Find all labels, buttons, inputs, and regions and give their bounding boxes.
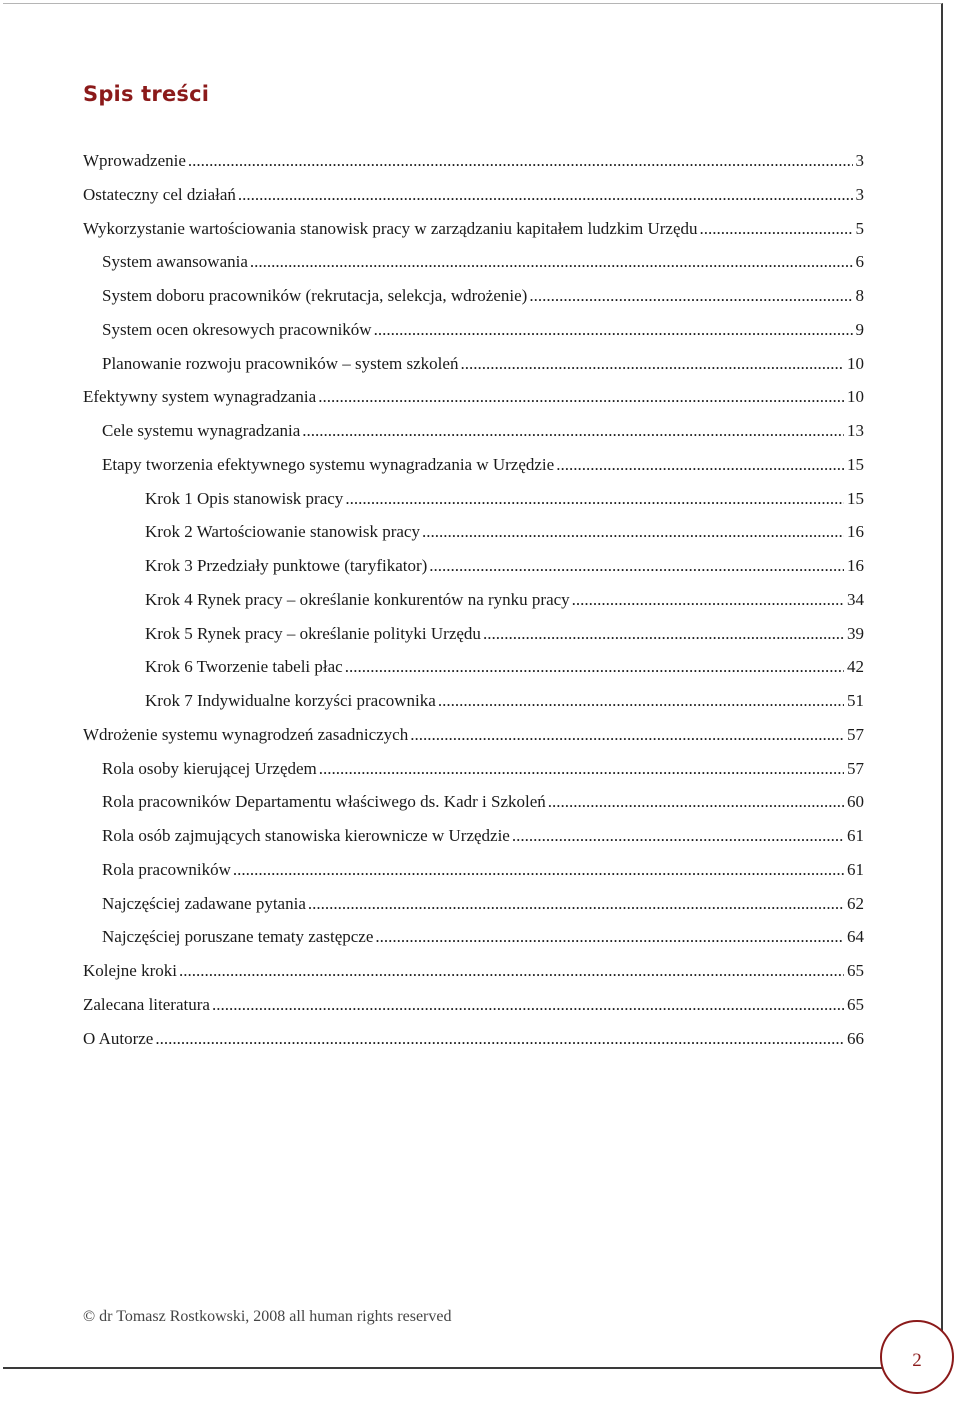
toc-entry-label: Krok 1 Opis stanowisk pracy [145,489,344,508]
toc-entry[interactable] [145,486,864,510]
toc-leader-dots [188,150,853,172]
toc-leader-dots [318,386,844,408]
toc-entry[interactable] [102,317,864,341]
toc-leader-dots [529,285,852,307]
toc-entry-label: Zalecana literatura [83,995,210,1014]
toc-leader-dots [410,724,844,746]
page-number-badge [880,1320,954,1394]
toc-entry-label: Wdrożenie systemu wynagrodzeń zasadniczych [83,725,409,744]
footer-copyright: © dr Tomasz Rostkowski, 2008 all human rights reserved [83,1308,452,1325]
toc-leader-dots [155,1028,844,1050]
toc-entry-page: 9 [855,320,864,339]
toc-entry[interactable] [102,249,864,273]
toc-leader-dots [422,521,844,543]
toc-entry-label: Krok 5 Rynek pracy – określanie polityki Urzędu [145,624,481,643]
toc-entry-page: 66 [847,1029,864,1048]
toc-entry[interactable] [145,688,864,712]
toc-leader-dots [556,454,844,476]
toc-entry[interactable] [102,351,864,375]
toc-entry[interactable] [145,654,864,678]
toc-leader-dots [572,589,844,611]
toc-entry-label: System ocen okresowych pracowników [102,320,372,339]
toc-entry-page: 61 [847,826,864,845]
toc-title: Spis treści [83,82,210,106]
toc-entry[interactable] [83,384,864,408]
toc-leader-dots [483,623,844,645]
toc-entry-page: 51 [847,691,864,710]
toc-entry-page: 3 [855,151,864,170]
toc-entry-label: Krok 3 Przedziały punktowe (taryfikator) [145,556,428,575]
toc-entry-label: Etapy tworzenia efektywnego systemu wynagradzania w Urzędzie [102,455,555,474]
toc-entry-page: 64 [847,927,864,946]
toc-entry-label: Najczęściej poruszane tematy zastępcze [102,927,374,946]
toc-entry-page: 65 [847,961,864,980]
toc-entry[interactable] [102,891,864,915]
toc-entry[interactable] [102,823,864,847]
toc-entry-label: Krok 7 Indywidualne korzyści pracownika [145,691,436,710]
toc-leader-dots [345,488,844,510]
page-border [3,3,943,1367]
toc-entry-page: 13 [847,421,864,440]
toc-entry[interactable] [83,148,864,172]
toc-entry-label: Rola osoby kierującej Urzędem [102,759,317,778]
toc-leader-dots [438,690,844,712]
toc-leader-dots [250,251,853,273]
toc-leader-dots [179,960,844,982]
toc-leader-dots [319,758,844,780]
toc-entry[interactable] [83,1026,864,1050]
toc-leader-dots [512,825,844,847]
toc-entry-page: 16 [847,556,864,575]
toc-entry-page: 10 [847,387,864,406]
toc-entry-page: 60 [847,792,864,811]
toc-entry[interactable] [145,587,864,611]
toc-entry-label: Rola pracowników Departamentu właściwego ds. Kadr i Szkoleń [102,792,546,811]
page-number: 2 [912,1350,922,1371]
toc-entry[interactable] [145,553,864,577]
toc-entry-page: 5 [855,219,864,238]
toc-entry-page: 15 [847,455,864,474]
toc-entry-page: 3 [855,185,864,204]
toc-leader-dots [548,791,844,813]
toc-leader-dots [238,184,853,206]
toc-entry[interactable] [83,216,864,240]
toc-leader-dots [308,893,844,915]
toc-entry[interactable] [145,519,864,543]
toc-entry-page: 65 [847,995,864,1014]
toc-leader-dots [429,555,844,577]
toc-entry-label: Kolejne kroki [83,961,177,980]
toc-entry[interactable] [145,621,864,645]
toc-entry-label: Wykorzystanie wartościowania stanowisk pracy w zarządzaniu kapitałem ludzkim Urzędu [83,219,698,238]
toc-entry-label: Efektywny system wynagradzania [83,387,317,406]
toc-entry-page: 8 [855,286,864,305]
toc-entry[interactable] [83,958,864,982]
toc-entry-label: Wprowadzenie [83,151,186,170]
toc-entry-page: 57 [847,759,864,778]
toc-entry[interactable] [102,857,864,881]
toc-entry[interactable] [102,789,864,813]
toc-entry-label: Cele systemu wynagradzania [102,421,301,440]
toc-entry-label: Najczęściej zadawane pytania [102,894,306,913]
toc-leader-dots [700,218,853,240]
toc-entry-label: Rola osób zajmujących stanowiska kierownicze w Urzędzie [102,826,510,845]
toc-entry-label: O Autorze [83,1029,154,1048]
toc-entry-page: 15 [847,489,864,508]
toc-entry-page: 61 [847,860,864,879]
toc-entry-page: 10 [847,354,864,373]
toc-entry[interactable] [102,452,864,476]
toc-leader-dots [302,420,844,442]
toc-entry-page: 57 [847,725,864,744]
toc-entry-page: 62 [847,894,864,913]
page-border-shadow [3,1367,943,1369]
toc-entry-label: Rola pracowników [102,860,231,879]
toc-entry[interactable] [102,283,864,307]
toc-entry-page: 16 [847,522,864,541]
toc-entry-page: 39 [847,624,864,643]
toc-entry[interactable] [102,418,864,442]
toc-leader-dots [375,926,844,948]
toc-entry-label: Krok 2 Wartościowanie stanowisk pracy [145,522,420,541]
toc-leader-dots [345,656,844,678]
toc-entry[interactable] [83,722,864,746]
toc-entry[interactable] [102,756,864,780]
toc-entry-label: Planowanie rozwoju pracowników – system szkoleń [102,354,459,373]
toc-entry-label: System awansowania [102,252,248,271]
toc-entry-page: 6 [855,252,864,271]
toc-leader-dots [233,859,844,881]
toc-leader-dots [212,994,844,1016]
toc-entry-label: System doboru pracowników (rekrutacja, selekcja, wdrożenie) [102,286,528,305]
toc-entry-page: 42 [847,657,864,676]
toc-leader-dots [374,319,853,341]
toc-entry[interactable] [102,924,864,948]
toc-entry-page: 34 [847,590,864,609]
toc-entry[interactable] [83,992,864,1016]
toc-leader-dots [460,353,844,375]
toc-entry-label: Ostateczny cel działań [83,185,236,204]
toc-entry[interactable] [83,182,864,206]
toc-entry-label: Krok 4 Rynek pracy – określanie konkurentów na rynku pracy [145,590,570,609]
toc-entry-label: Krok 6 Tworzenie tabeli płac [145,657,343,676]
